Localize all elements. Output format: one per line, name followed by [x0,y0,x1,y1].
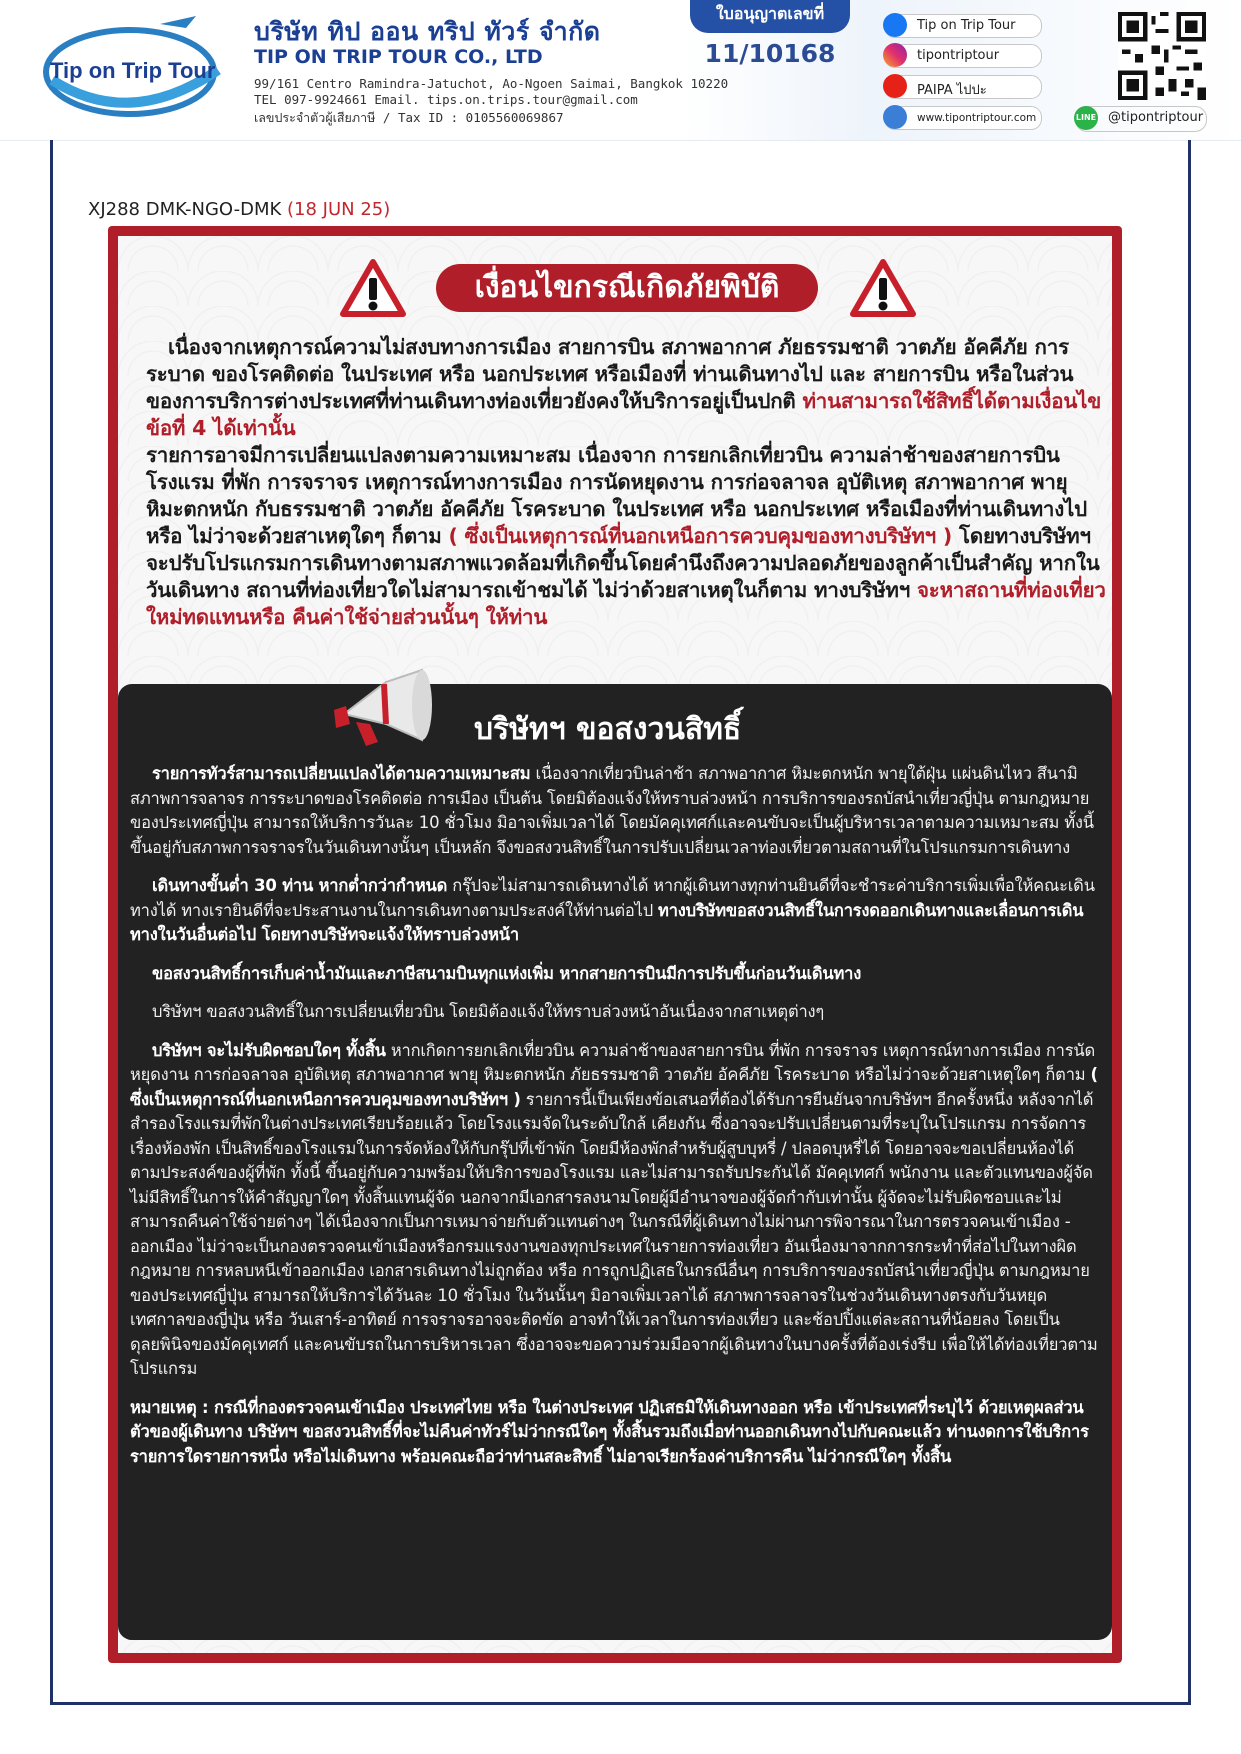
instagram-icon [883,43,907,67]
license-badge [690,0,850,68]
page-header [0,0,1241,141]
license-label: ใบอนุญาตเลขที่ [690,0,850,33]
company-contact: TEL 097-9924661 Email. tips.on.trips.tour@gmail.com [254,92,638,107]
reserve-item-liability: บริษัทฯ จะไม่รับผิดชอบใดๆ ทั้งสิ้น หากเกิดการยกเลิกเที่ยวบิน ความล่าช้าของสายการบิน ที่พัก การจราจร เหตุการณ์ทางการเมือง การนัดหยุดงาน การก่อจลาจล อุบัติเหตุ สภาพอากาศ พายุ หิมะตกหนัก ภัยธรรมชาติ วาตภัย อัคคีภัย โรคระบาด หรือไม่ว่าจะด้วยสาเหตุใดๆ ก็ตาม ( ซึ่งเป็นเหตุการณ์ที่นอกเหนือการควบคุมของทางบริษัทฯ ) รายการนี้เป็นเพียงข้อเสนอที่ต้องได้รับการยืนยันจากบริษัทฯ อีกครั้งหนึ่ง หลังจากได้สำรองโรงแรมที่พักในต่างประเทศเรียบร้อยแล้ว โดยโรงแรมจัดในระดับใกล้ เคียงกัน ซึ่งอาจจะปรับเปลี่ยนตามที่ระบุในโปรแกรม การจัดการเรื่องห้องพัก เป็นสิทธิ์ของโรงแรมในการจัดห้องให้กับกรุ๊ปที่เข้าพัก โดยมีห้องพักสำหรับผู้สูบบุหรี่ / ปลอดบุหรี่ได้ โดยอาจจะขอเปลี่ยนห้องได้ตามประสงค์ของผู้ที่พัก ทั้งนี้ ขึ้นอยู่กับความพร้อมให้บริการของโรงแรม และไม่สามารถรับประกันได้ มัคคุเทศก์ พนักงาน และตัวแทนของผู้จัด ไม่มีสิทธิ์ในการให้คำสัญญาใดๆ ทั้งสิ้นแทนผู้จัด นอกจากมีเอกสารลงนามโดยผู้มีอำนาจของผู้จัดกำกับเท่านั้น ผู้จัดจะไม่รับผิดชอบและไม่สามารถคืนค่าใช้จ่ายต่างๆ ได้เนื่องจากเป็นการเหมาจ่ายกับตัวแทนต่างๆ ในกรณีที่ผู้เดินทางไม่ผ่านการพิจารณาในการตรวจคนเข้าเมือง - ออกเมือง ไม่ว่าจะเป็นกองตรวจคนเข้าเมืองหรือกรมแรงงานของทุกประเทศในรายการท่องเที่ยว อันเนื่องมาจากการกระทำที่ส่อไปในทางผิดกฎหมาย การหลบหนีเข้าออกเมือง เอกสารเดินทางไม่ถูกต้อง หรือ การถูกปฏิเสธในกรณีอื่นๆ การบริการของรถบัสนำเที่ยวญี่ปุ่น ตามกฎหมายของประเทศญี่ปุ่น สามารถให้บริการได้วันละ 10 ชั่วโมง ในวันนั้นๆ มิอาจเพิ่มเวลาได้ สภาพการจลาจรในช่วงวันเดินทางตรงกับวันหยุดเทศกาลของญี่ปุ่น หรือ วันเสาร์-อาทิตย์ การจราจรอาจจะติดขัด อาจทำให้เวลาในการท่องเที่ยว และช้อปปิ้งแต่ละสถานที่น้อยลง โดยเป็นดุลยพินิจของมัคคุเทศก์ และคนขับรถในการบริหารเวลา ซึ่งอาจจะขอความร่วมมือจากผู้เดินทางในบางครั้งที่ต้องเร่งรีบ เพื่อให้ได้ท่องเที่ยวตามโปรแกรม [130,1040,1098,1378]
youtube-handle: PAIPA ไปปะ [917,83,987,98]
warning-icon [850,258,916,318]
disaster-paragraph-1: เนื่องจากเหตุการณ์ความไม่สงบทางการเมือง สายการบิน สภาพอากาศ ภัยธรรมชาติ วาตภัย อัคคีภัย การระบาด ของโรคติดต่อ ในประเทศ หรือ นอกประเทศ หรือเมืองที่ ท่านเดินทางไป และ สายการบิน หรือในส่วนของการบริการต่างประเทศที่ท่านเดินทางท่องเที่ยวยังคงให้บริการอยู่เป็นปกติ ท่านสามารถใช้สิทธิ์ได้ตามเงื่อนไข ข้อที่ 4 ได้เท่านั้น [146,335,1102,440]
company-name-english: TIP ON TRIP TOUR CO., LTD [254,46,543,68]
flight-info [88,199,390,220]
reserve-item-flight-change: บริษัทฯ ขอสงวนสิทธิ์ในการเปลี่ยนเที่ยวบิน โดยมิต้องแจ้งให้ทราบล่วงหน้าอันเนื่องจากสาเหตุต่างๆ [152,1002,825,1021]
youtube-icon [883,74,907,98]
globe-icon [883,105,907,129]
reserve-item-itinerary: รายการทัวร์สามารถเปลี่ยนแปลงได้ตามความเหมาะสม เนื่องจากเที่ยวบินล่าช้า สภาพอากาศ หิมะตกหนัก พายุใต้ฝุ่น แผ่นดินไหว สึนามิ สภาพการจลาจร การระบาดของโรคติดต่อ การเมือง เป็นต้น โดยมิต้องแจ้งให้ทราบล่วงหน้า การบริการของรถบัสนำเที่ยวญี่ปุ่น ตามกฎหมายของประเทศญี่ปุ่น สามารถให้บริการวันละ 10 ชั่วโมง มิอาจเพิ่มเวลาได้ โดยมัคคุเทศก์และคนขับจะเป็นผู้บริหารเวลาตามความเหมาะสม ทั้งนี้ขึ้นอยู่กับสภาพการจราจรในวันเดินทางนั้นๆ เป็นหลัก จึงขอสงวนสิทธิ์ในการปรับเปลี่ยนเวลาท่องเที่ยวตามสถานที่ในโปรแกรมการเดินทาง [130,764,1094,857]
social-website[interactable] [884,106,1042,130]
line-icon: LINE [1074,106,1098,130]
company-address: 99/161 Centro Ramindra-Jatuchot, Ao-Ngoen Saimai, Bangkok 10220 [254,76,729,91]
line-handle: @tipontriptour [1108,110,1204,125]
reserve-rights-box [118,684,1112,1640]
warning-icon [340,258,406,318]
logo-text: Tip on Trip Tour [50,58,216,83]
company-name-thai: บริษัท ทิป ออน ทริป ทัวร์ จำกัด [254,17,601,46]
disaster-conditions-text [146,334,1106,631]
disaster-paragraph-2: รายการอาจมีการเปลี่ยนแปลงตามความเหมาะสม เนื่องจาก การยกเลิกเที่ยวบิน ความล่าช้าของสายการบิน โรงแรม ที่พัก การจราจร เหตุการณ์ทางการเมือง การนัดหยุดงาน การก่อจลาจล อุบัติเหตุ สภาพอากาศ พายุ หิมะตกหนัก กับธรรมชาติ วาตภัย อัคคีภัย โรคระบาด ในประเทศ หรือ นอกประเทศ หรือเมืองที่ท่านเดินทางไป หรือ ไม่ว่าจะด้วยสาเหตุใดๆ ก็ตาม ( ซึ่งเป็นเหตุการณ์ที่นอกเหนือการควบคุมของทางบริษัทฯ ) โดยทางบริษัทฯ จะปรับโปรแกรมการเดินทางตามสภาพแวดล้อมที่เกิดขึ้นโดยคำนึงถึงความปลอดภัยของลูกค้าเป็นสำคัญ หากในวันเดินทาง สถานที่ท่องเที่ยวใดไม่สามารถเข้าชมได้ ไม่ว่าด้วยสาเหตุในก็ตาม ทางบริษัทฯ จะหาสถานที่ท่องเที่ยวใหม่ทดแทนหรือ คืนค่าใช้จ่ายส่วนนั้นๆ ให้ท่าน [146,443,1106,629]
frame-border-bottom [50,1702,1191,1705]
flight-date: (18 JUN 25) [287,199,391,220]
company-tax-id: เลขประจำตัวผู้เสียภาษี / Tax ID : 0105560069867 [254,110,564,125]
flight-code: XJ288 DMK-NGO-DMK [88,199,282,220]
social-youtube[interactable] [884,75,1042,99]
company-logo [40,10,230,128]
social-facebook[interactable] [884,14,1042,38]
facebook-icon [883,13,907,37]
disaster-title: เงื่อนไขกรณีเกิดภัยพิบัติ [436,264,818,312]
reserve-rights-title: บริษัทฯ ขอสงวนสิทธิ์ [474,712,742,747]
frame-border-left [50,140,53,1705]
megaphone-icon [326,662,436,752]
reserve-note: หมายเหตุ : กรณีที่กองตรวจคนเข้าเมือง ประเทศไทย หรือ ในต่างประเทศ ปฏิเสธมิให้เดินทางออก หรือ เข้าประเทศที่ระบุไว้ ด้วยเหตุผลส่วนตัวของผู้เดินทาง บริษัทฯ ขอสงวนสิทธิ์ที่จะไม่คืนค่าทัวร์ไม่ว่ากรณีใดๆ ทั้งสิ้นรวมถึงเมื่อท่านออกเดินทางไปกับคณะแล้ว ท่านงดการใช้บริการรายการใดรายการหนึ่ง หรือไม่เดินทาง พร้อมคณะถือว่าท่านสละสิทธิ์ ไม่อาจเรียกร้องค่าบริการคืน ไม่ว่ากรณีใดๆ ทั้งสิ้น [130,1397,1089,1466]
reserve-rights-text [130,762,1100,1483]
qr-code [1118,12,1206,100]
social-instagram[interactable] [884,44,1042,68]
reserve-item-fuel-tax: ขอสงวนสิทธิ์การเก็บค่าน้ำมันและภาษีสนามบินทุกแห่งเพิ่ม หากสายการบินมีการปรับขึ้นก่อนวันเดินทาง [152,963,862,983]
social-line[interactable] [1075,106,1207,132]
website-url: www.tipontriptour.com [917,112,1037,124]
frame-border-right [1188,140,1191,1705]
facebook-handle: Tip on Trip Tour [917,18,1016,33]
instagram-handle: tipontriptour [917,48,1000,63]
reserve-item-minimum: เดินทางขั้นต่ำ 30 ท่าน หากต่ำกว่ากำหนด กรุ๊ปจะไม่สามารถเดินทางได้ หากผู้เดินทางทุกท่านยินดีที่จะชำระค่าบริการเพิ่มเพื่อให้คณะเดินทางได้ ทางเรายินดีที่จะประสานงานในการเดินทางตามประสงค์ให้ท่านต่อไป ทางบริษัทขอสงวนสิทธิ์ในการงดออกเดินทางและเลื่อนการเดินทางในวันอื่นต่อไป โดยทางบริษัทจะแจ้งให้ทราบล่วงหน้า [130,876,1095,944]
license-number: 11/10168 [704,39,836,68]
